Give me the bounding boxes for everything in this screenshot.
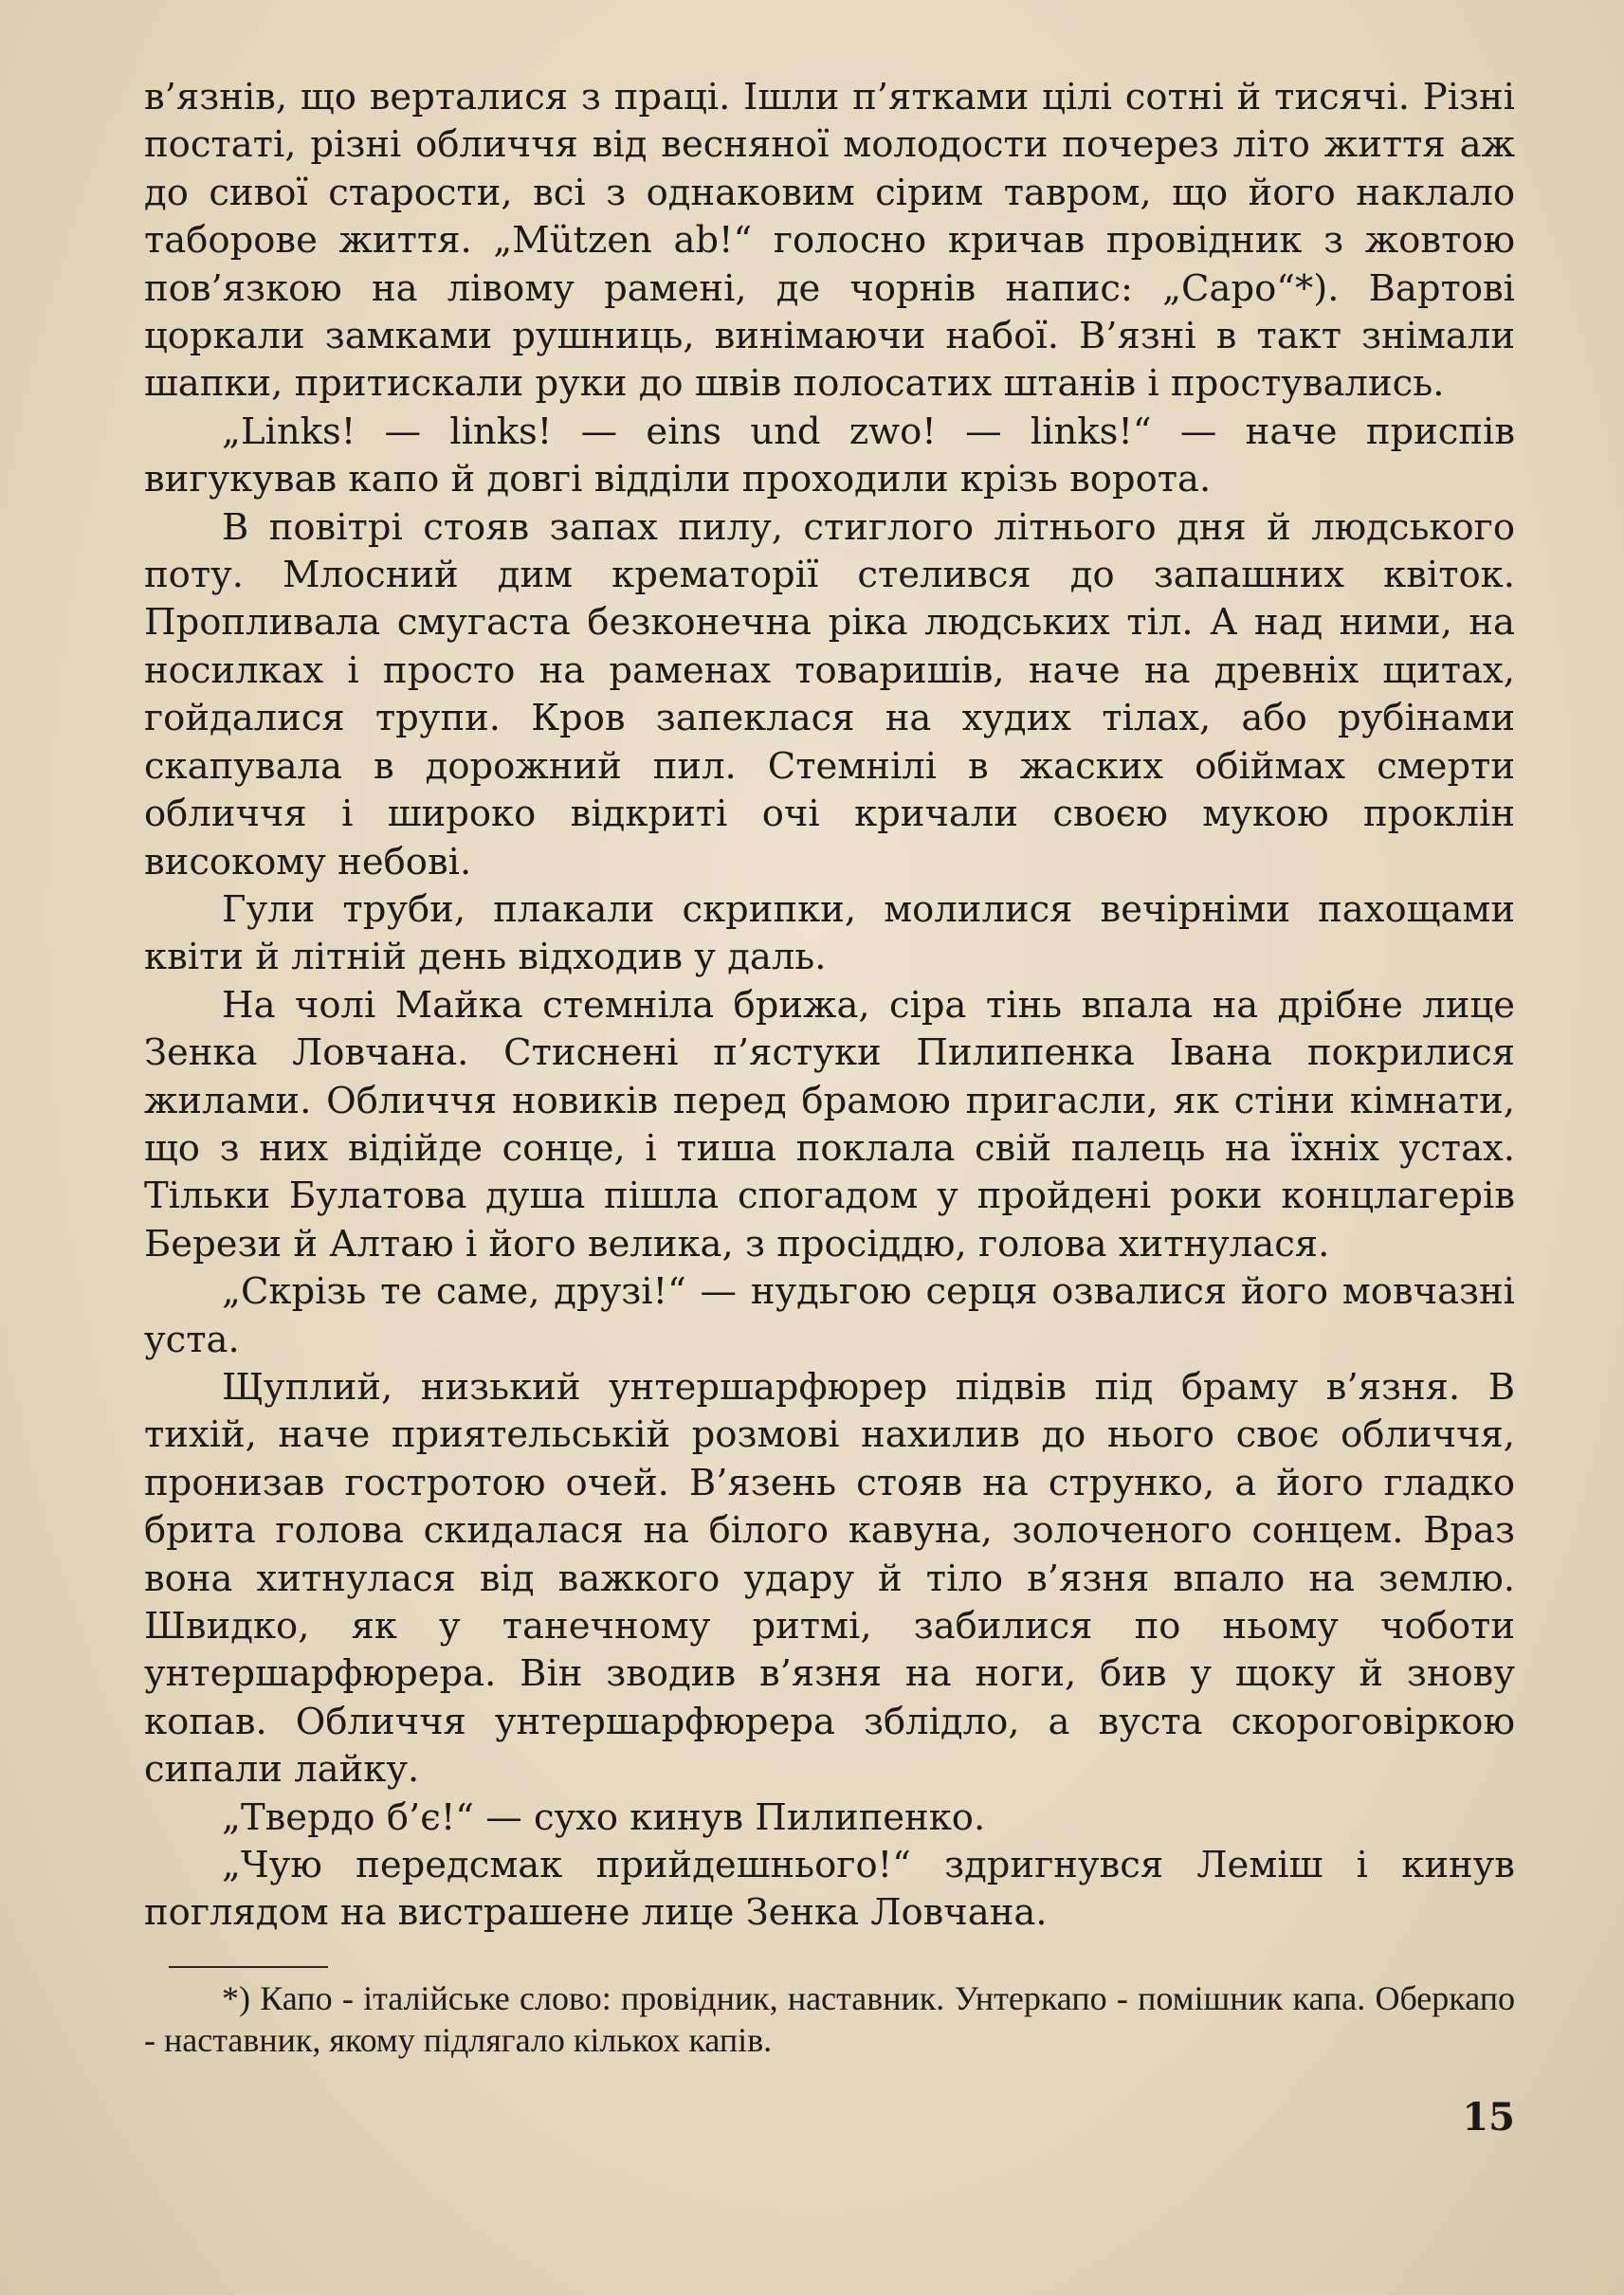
- footnote: *) Капо - італійське слово: провідник, наставник. Унтеркапо - помішник капа. Оберкапо - наставник, якому підлягало кількох капів.: [144, 1979, 1515, 2059]
- footnote-divider: [169, 1966, 328, 1968]
- paragraph: „Чую передсмак прийдешнього!“ здригнувся Леміш і кинув поглядом на вистрашене лице Зенка Ловчана.: [144, 1844, 1515, 1935]
- paragraph: „Links! — links! — eins und zwo! — links!“ — наче приспів вигукував капо й довгі відділи проходили крізь ворота.: [144, 410, 1515, 501]
- paragraph: Гули труби, плакали скрипки, молилися вечірніми пахощами квіти й літній день відходив у даль.: [144, 887, 1515, 979]
- page-number: 15: [1462, 2095, 1515, 2140]
- main-text: [144, 74, 1515, 1938]
- paragraph: Щуплий, низький унтершарфюрер підвів під браму в’язня. В тихій, наче приятельській розмові нахилив до нього своє обличчя, пронизав гостротою очей. В’язень стояв на струнко, а його гладко брита голова скидалася на білого кавуна, золоченого сонцем. Враз вона хитнулася від важкого удару й тіло в’язня впало на землю. Швидко, як у танечному ритмі, забилися по ньому чоботи унтершарфюрера. Він зводив в’язня на ноги, бив у щоку й знову копав. Обличчя унтершарфюрера зблідло, а вуста скороговіркою сипали лайку.: [144, 1365, 1515, 1792]
- paragraph: „Твердо б’є!“ — сухо кинув Пилипенко.: [222, 1795, 986, 1839]
- paragraph: На чолі Майка стемніла брижа, сіра тінь впала на дрібне лице Зенка Ловчана. Стиснені п’ястуки Пилипенка Івана покрилися жилами. Обличчя новиків перед брамою пригасли, як стіни кімнати, що з них відійде сонце, і тиша поклала свій палець на їхніх устах. Тільки Булатова душа пішла спогадом у пройдені роки концлагерів Берези й Алтаю і його велика, з просіддю, голова хитнулася.: [144, 983, 1515, 1266]
- paragraph: „Скрізь те саме, друзі!“ — нудьгою серця озвалися його мовчазні уста.: [144, 1270, 1515, 1361]
- paragraph: В повітрі стояв запах пилу, стиглого літнього дня й людського поту. Млосний дим крематорії стелився до запашних квіток. Пропливала смугаста безконечна ріка людських тіл. А над ними, на носилках і просто на раменах товаришів, наче на древніх щитах, гойдалися трупи. Кров запеклася на худих тілах, або рубінами скапувала в дорожний пил. Стемнілі в жаских обіймах смерти обличчя і широко відкриті очі кричали своєю мукою проклін високому небові.: [144, 505, 1515, 883]
- paragraph: в’язнів, що верталися з праці. Ішли п’ятками цілі сотні й тисячі. Різні постаті, різні обличчя від весняної молодости почерез літо життя аж до сивої старости, всі з однаковим сірим тавром, що його наклало таборове життя. „Mützen ab!“ голосно кричав провідник з жовтою пов’язкою на лівому рамені, де чорнів напис: „Capo“*). Вартові цоркали замками рушниць, винімаючи набої. В’язні в такт знімали шапки, притискали руки до швів полосатих штанів і простувались.: [144, 76, 1515, 406]
